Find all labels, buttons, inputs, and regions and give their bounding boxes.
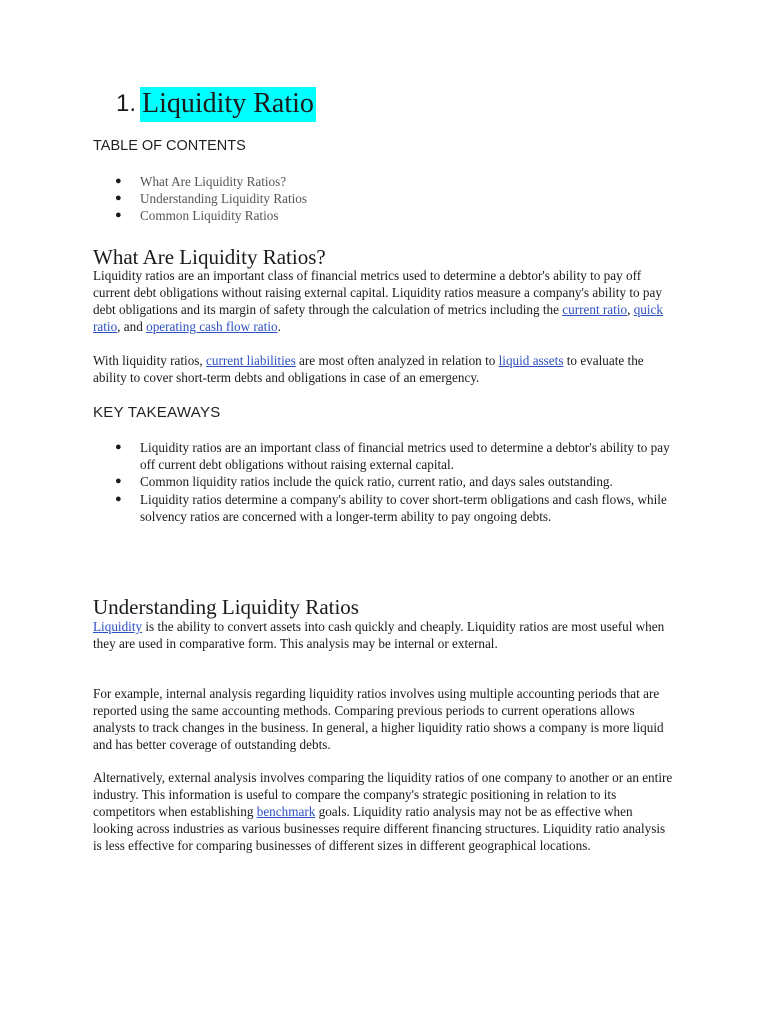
paragraph: [93, 267, 675, 335]
key-takeaways-list: [93, 439, 673, 525]
link-quick-ratio[interactable]: quick ratio: [93, 302, 663, 335]
list-item: [93, 439, 673, 473]
link-operating-cash-flow-ratio[interactable]: operating cash flow ratio: [146, 319, 278, 335]
toc-item-label: Understanding Liquidity Ratios: [140, 191, 308, 207]
list-item: [93, 491, 673, 525]
list-item-text: Common liquidity ratios include the quick ratio, current ratio, and days sales outstanding.: [140, 474, 613, 490]
list-item-text: Liquidity ratios are an important class of financial metrics used to determine a debtor's ability to pay off current debt obligations without raising external capital.: [140, 440, 670, 473]
link-benchmark[interactable]: benchmark: [256, 804, 316, 820]
title-number: 1.: [116, 90, 137, 117]
paragraph-text: , and: [117, 319, 147, 335]
toc-list: [93, 173, 713, 225]
toc-item-label: What Are Liquidity Ratios?: [140, 174, 287, 189]
paragraph-text: With liquidity ratios,: [93, 353, 207, 368]
link-current-ratio[interactable]: current ratio: [562, 302, 628, 318]
toc-item[interactable]: [93, 190, 713, 207]
paragraph-text: to evaluate the ability to cover short-term debts and obligations in case of an emergency.: [93, 353, 644, 386]
bullet-icon: ●: [115, 441, 122, 453]
bullet-icon: ●: [115, 192, 122, 205]
bullet-icon: ●: [115, 209, 122, 222]
list-item: [93, 473, 673, 490]
link-liquid-assets[interactable]: liquid assets: [498, 353, 564, 368]
bullet-icon: ●: [115, 475, 122, 488]
paragraph: [93, 352, 675, 386]
link-current-liabilities[interactable]: current liabilities: [206, 353, 296, 368]
paragraph-text: goals. Liquidity ratio analysis may not be as effective when looking across industries as various businesses require different financing structures. Liquidity ratio analysis is less effective for comparing businesses of different sizes in different geographical locations.: [93, 804, 666, 854]
link-liquidity[interactable]: Liquidity: [93, 619, 143, 634]
paragraph: For example, internal analysis regarding liquidity ratios involves using multiple accounting periods that are reported using the same accounting methods. Comparing previous periods to current operations allows analysts to track changes in the business. In general, a higher liquidity ratio shows a company is more liquid and has better coverage of outstanding debts.: [93, 686, 664, 753]
paragraph-text: is the ability to convert assets into cash quickly and cheaply. Liquidity ratios are most useful when they are used in comparative form. This analysis may be internal or external.: [93, 619, 665, 652]
paragraph-text: are most often analyzed in relation to: [295, 353, 499, 368]
paragraph-text: ,: [627, 302, 634, 318]
toc-item[interactable]: [93, 173, 713, 190]
toc-heading: TABLE OF CONTENTS: [93, 138, 246, 154]
title-text: Liquidity Ratio: [140, 87, 316, 122]
paragraph: [93, 769, 675, 854]
list-item-text: Liquidity ratios determine a company's ability to cover short-term obligations and cash flows, while solvency ratios are concerned with a longer-term ability to pay ongoing debts.: [140, 491, 667, 524]
paragraph-text: .: [277, 319, 281, 335]
bullet-icon: ●: [115, 175, 122, 187]
page-title: [116, 86, 316, 122]
key-takeaways-heading: KEY TAKEAWAYS: [93, 404, 221, 421]
paragraph-text: Alternatively, external analysis involves comparing the liquidity ratios of one company to another or an entire industry. This information is useful to compare the company's strategic positioning in relation to its competitors when establishing: [93, 770, 673, 820]
section-heading-understanding: Understanding Liquidity Ratios: [93, 595, 359, 619]
bullet-icon: ●: [115, 492, 122, 505]
toc-item-label: Common Liquidity Ratios: [140, 208, 279, 224]
paragraph: [93, 618, 675, 652]
section-heading-what-are: What Are Liquidity Ratios?: [93, 245, 326, 269]
toc-item[interactable]: [93, 207, 713, 224]
paragraph-text: Liquidity ratios are an important class of financial metrics used to determine a debtor's ability to pay off current debt obligations without raising external capital. Liquidity ratios measure a company's ability to pay debt obligations and its margin of safety through the calculation of metrics including the: [93, 268, 662, 318]
